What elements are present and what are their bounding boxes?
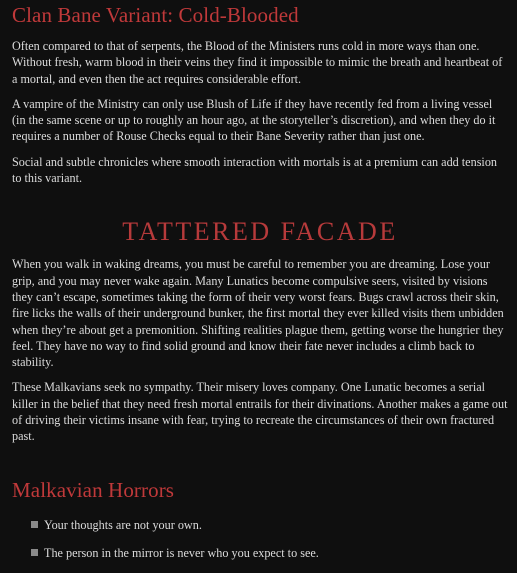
section-title-tattered-facade: TATTERED FACADE [122, 217, 398, 247]
section-heading-malkavian-horrors: Malkavian Horrors [12, 477, 175, 502]
paragraph: A vampire of the Ministry can only use Blush of Life if they have recently fed from a living vessel (in the same scene or up to roughly an hour ago, at the storyteller’s discretion), and when they do it requires a number of Rouse Checks equal to their Bane Severity rather than just one. [12, 96, 496, 144]
list-item-text: Your thoughts are not your own. [44, 517, 202, 532]
section-heading-cold-blooded: Clan Bane Variant: Cold-Blooded [12, 3, 299, 27]
paragraph: When you walk in waking dreams, you must be careful to remember you are dreaming. Lose your grip, and you may never wake again. Many Lunatics become compulsive seers, visited by visions they can’t escape, sometimes taking the form of their very worst fears. Bugs crawl across their skin, fire licks the walls of their underground bunker, the first mortal they ever killed visits them unbidden when they’re about get a premonition. Shifting realities plague them, getting worse the hungrier they feel. They have no way to find solid ground and know their fate never includes a climb back to stability. [12, 257, 504, 370]
horrors-list [12, 517, 508, 561]
paragraph: These Malkavians seek no sympathy. Their misery loves company. One Lunatic becomes a serial killer in the belief that they need fresh mortal entrails for their divinations. Another makes a game out of driving their victims insane with fear, trying to recreate the circumstances of their own fractured past. [12, 380, 508, 444]
article-content [12, 0, 508, 573]
square-bullet-icon [31, 549, 38, 556]
square-bullet-icon [31, 521, 38, 528]
paragraph: Often compared to that of serpents, the Blood of the Ministers runs cold in more ways than one. Without fresh, warm blood in their veins they find it impossible to mimic the breath and heartbeat of a mortal, and even then the act requires considerable effort. [12, 39, 503, 86]
list-item [12, 517, 508, 533]
list-item-text: The person in the mirror is never who you expect to see. [44, 545, 319, 560]
paragraph: Social and subtle chronicles where smooth interaction with mortals is at a premium can add tension to this variant. [12, 154, 498, 186]
list-item [12, 545, 508, 561]
